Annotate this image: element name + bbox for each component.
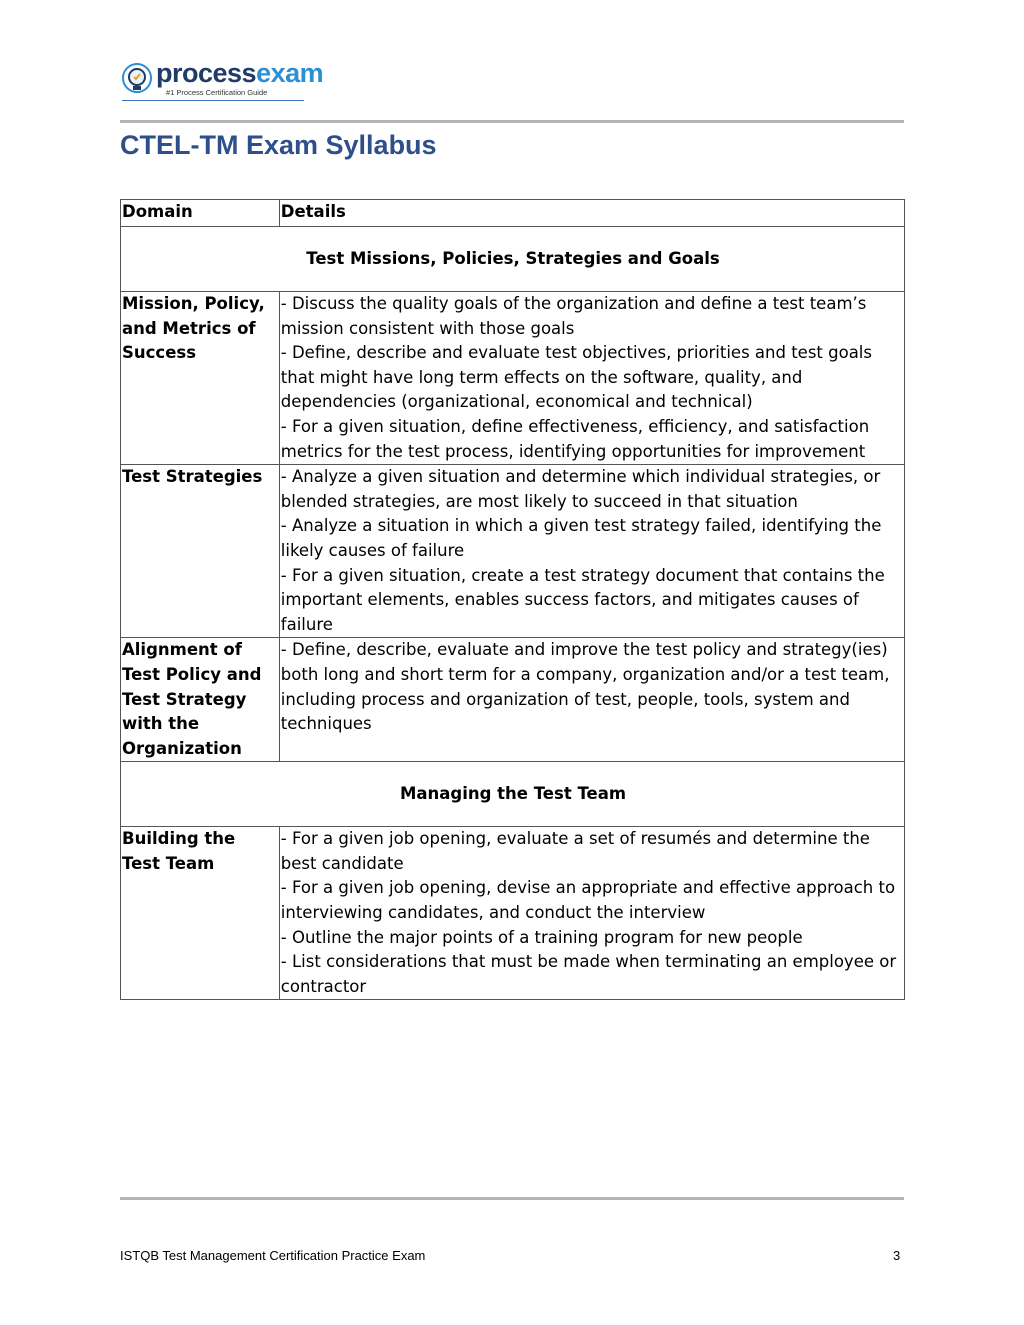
- section-row: [121, 227, 905, 292]
- footer-divider: [120, 1197, 904, 1200]
- detail-item: - For a given situation, create a test strategy document that contains the important elements, enables success factors, and mitigates causes of failure: [280, 565, 885, 634]
- detail-item: - Define, describe and evaluate test objectives, priorities and test goals that might have long term effects on the software, quality, and dependencies (organizational, economical and technical): [280, 343, 872, 412]
- section-title: Test Missions, Policies, Strategies and Goals: [121, 227, 905, 292]
- table-row: [121, 638, 905, 762]
- detail-item: - Outline the major points of a training program for new people: [280, 927, 803, 947]
- domain-cell: Alignment of Test Policy and Test Strategy with the Organization: [121, 638, 280, 762]
- table-row: [121, 827, 905, 1000]
- table-header-row: [121, 200, 905, 227]
- detail-item: - Define, describe, evaluate and improve the test policy and strategy(ies) both long and short term for a company, organization and/or a test team, including process and organization of test, people, tools, system and techniques: [280, 640, 890, 734]
- header-divider: [120, 120, 904, 123]
- details-cell: [279, 292, 904, 465]
- section-row: [121, 762, 905, 827]
- header-domain: Domain: [121, 200, 280, 227]
- domain-cell: Building the Test Team: [121, 827, 280, 1000]
- detail-item: - Analyze a situation in which a given test strategy failed, identifying the likely causes of failure: [280, 516, 882, 560]
- logo-wordmark: processexam: [156, 58, 324, 88]
- detail-item: - For a given job opening, evaluate a set of resumés and determine the best candidate: [280, 829, 870, 873]
- table-row: [121, 465, 905, 638]
- details-cell: [279, 638, 904, 762]
- detail-item: - Analyze a given situation and determine which individual strategies, or blended strategies, are most likely to succeed in that situation: [280, 467, 881, 511]
- processexam-logo: [120, 58, 324, 106]
- details-cell: [279, 465, 904, 638]
- detail-item: - For a given situation, define effectiveness, efficiency, and satisfaction metrics for the test process, identifying opportunities for improvement: [280, 416, 870, 461]
- section-title: Managing the Test Team: [121, 762, 905, 827]
- footer-title: ISTQB Test Management Certification Practice Exam: [120, 1248, 426, 1263]
- detail-item: - List considerations that must be made when terminating an employee or contractor: [280, 952, 897, 996]
- syllabus-table: [120, 199, 905, 1000]
- detail-item: - For a given job opening, devise an appropriate and effective approach to interviewing candidates, and conduct the interview: [280, 878, 896, 923]
- details-cell: [279, 827, 904, 1000]
- detail-item: - Discuss the quality goals of the organization and define a test team’s mission consistent with those goals: [280, 294, 867, 338]
- logo-tagline: #1 Process Certification Guide: [166, 88, 268, 97]
- table-row: [121, 292, 905, 465]
- header-details: Details: [279, 200, 904, 227]
- domain-cell: Test Strategies: [121, 465, 280, 638]
- lightbulb-gear-icon: [120, 62, 154, 98]
- page-title: CTEL-TM Exam Syllabus: [120, 130, 437, 160]
- domain-cell: Mission, Policy, and Metrics of Success: [121, 292, 280, 465]
- logo-underline: [122, 100, 304, 101]
- page-number: 3: [893, 1248, 901, 1263]
